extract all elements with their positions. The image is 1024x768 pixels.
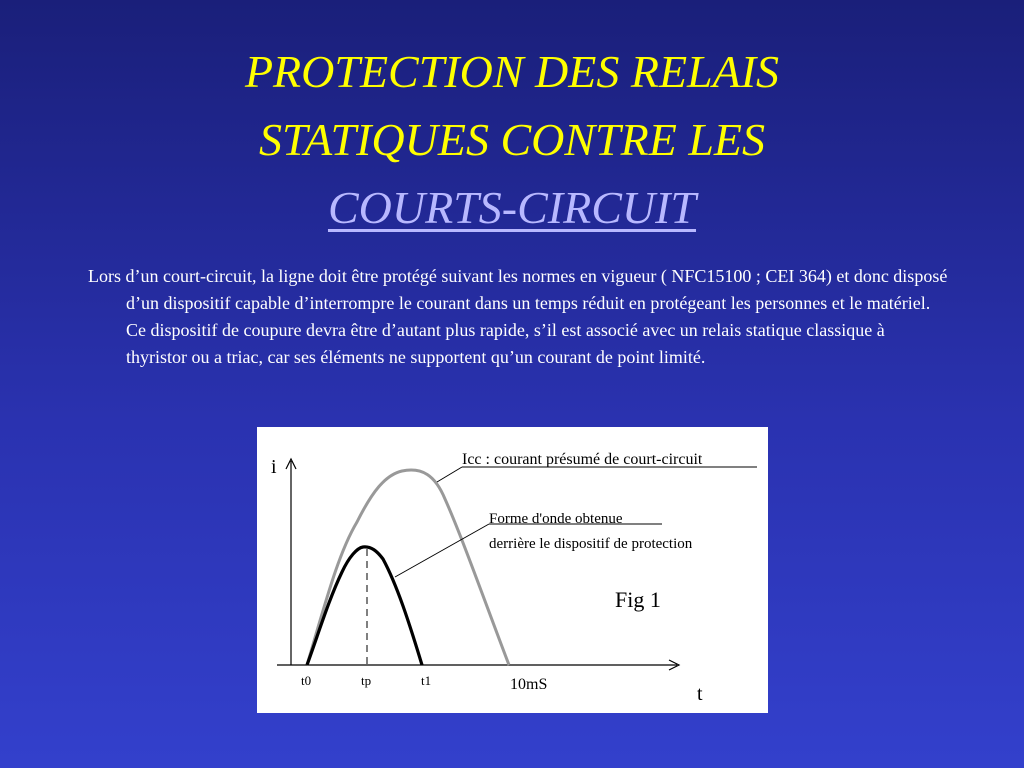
- waveform-diagram: [257, 427, 768, 713]
- tick-tp: tp: [361, 673, 372, 688]
- waveform-label-line2: derrière le dispositif de protection: [489, 536, 693, 552]
- icc-leader: [437, 467, 462, 482]
- slide-title: [0, 38, 1024, 242]
- body-paragraph: Lors d’un court-circuit, la ligne doit être protégé suivant les normes en vigueur ( NFC15100 ; CEI 364) et donc disposé d’un dispositif capable d’interrompre le courant dans un temps réduit en protégeant les personnes et le matériel. Ce dispositif de coupure devra être d’autant plus rapide, s’il est associé avec un relais statique classique à thyristor ou a triac, car ses éléments ne supportent qu’un courant de point limité.: [88, 266, 948, 367]
- tick-t1: t1: [421, 673, 432, 688]
- tick-10ms: 10mS: [510, 676, 548, 693]
- icc-label: Icc : courant présumé de court-circuit: [462, 451, 703, 468]
- waveform-leader: [395, 524, 489, 577]
- figure-short-circuit-waveform: [257, 427, 768, 713]
- icc-curve: [307, 470, 509, 665]
- x-axis-label: t: [697, 683, 703, 705]
- fig-label: Fig 1: [615, 587, 661, 612]
- y-axis-label: i: [271, 456, 277, 478]
- title-link-courts-circuit[interactable]: COURTS-CIRCUIT: [327, 182, 697, 233]
- waveform-label-line1: Forme d'onde obtenue: [489, 511, 623, 527]
- title-line-2: STATIQUES CONTRE LES: [258, 114, 766, 165]
- title-line-1: PROTECTION DES RELAIS: [244, 46, 780, 97]
- tick-t0: t0: [301, 673, 312, 688]
